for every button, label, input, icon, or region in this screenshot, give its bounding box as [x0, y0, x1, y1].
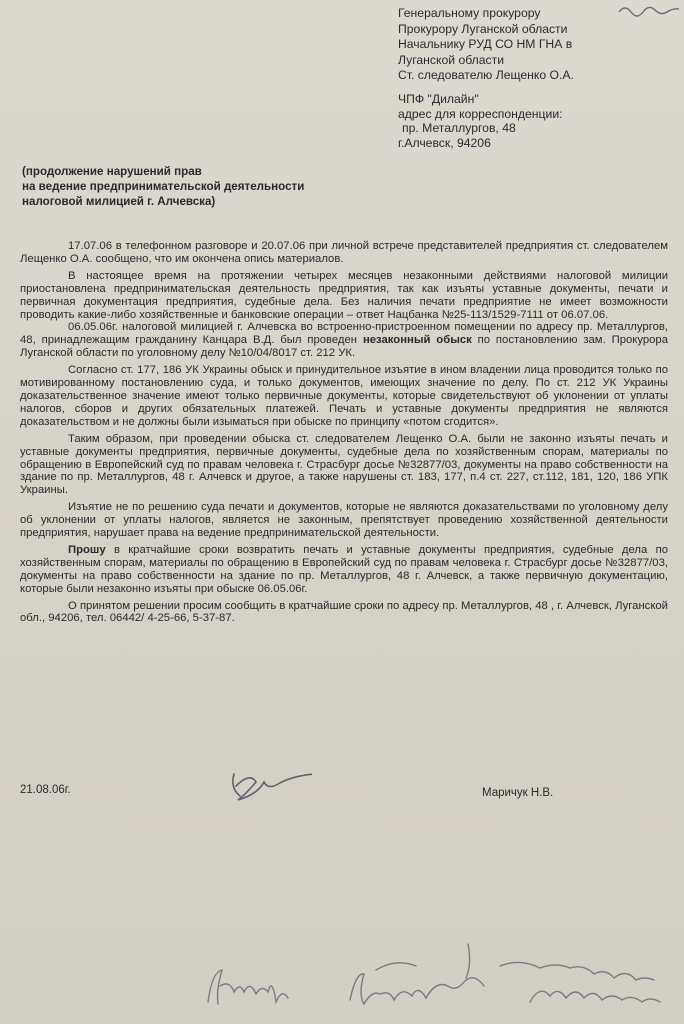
sender-address-label: адрес для корреспонденции:: [398, 106, 563, 121]
sender-company: ЧПФ "Дилайн": [398, 92, 479, 106]
letter-body: [20, 240, 668, 629]
subject-line: на ведение предпринимательской деятельности: [22, 180, 305, 193]
paragraph-phone-call: 17.07.06 в телефонном разговоре и 20.07.06 при личной встрече представителей предприятия ст. следователем Лещенко О.А. сообщено, что им окончена опись материалов.: [20, 240, 668, 265]
addressee-line: Ст. следователю Лещенко О.А.: [398, 68, 574, 83]
sender-street: пр. Металлургов, 48: [402, 121, 516, 135]
search-text-a: 06.05.06г. налоговой милицией г. Алчевска во встроенно-пристроенном помещении по адресу пр. Металлургов, 48, принадлежащим гражданину Канцара В.Д. был проведен: [20, 321, 668, 347]
illegal-search-emphasis: незаконный обыск: [362, 334, 472, 347]
paragraph-legal-basis: Согласно ст. 177, 186 УК Украины обыск и принудительное изъятие в ином владении лица проводится только по мотивированному постановлению суда, и только документов, имеющих значение по делу. По ст. 212 УК Украины доказательственное значение имеют только первичные документы, которые свидетельствуют об уклонении от уплаты налогов, сборов и других обязательных платежей. Печать и уставные документы предприятия не являются доказательством и не должны были изыматься при обыске по принципу «потом сгодится».: [20, 364, 668, 428]
sender-city: г.Алчевск, 94206: [398, 135, 491, 150]
signer-name: Маричук Н.В.: [482, 787, 554, 799]
request-emphasis: Прошу: [68, 543, 106, 556]
paragraph-reply-address: О принятом решении просим сообщить в кратчайшие сроки по адресу пр. Металлургов, 48 , г. Алчевск, Луганской обл., 94206, тел. 06442/ 4-25-66, 5-37-87.: [20, 599, 668, 625]
handwritten-note-image: [200, 940, 684, 1024]
addressee-line: Начальнику РУД СО НМ ГНА в: [398, 37, 573, 52]
letter-date: 21.08.06г.: [20, 784, 71, 796]
addressee-line: Генеральному прокурору: [398, 6, 541, 20]
subject-line: налоговой милицией г. Алчевска): [22, 195, 216, 208]
request-text: в кратчайшие сроки возвратить печать и уставные документы предприятия, судебные дела по хозяйственным спорам, материалы по обращению в Европейский суд по правам человека г. Страсбург досье №32877/03, документы на право собственности на здание по пр. Металлургов, 48 г. Алчевск, а также первичную документацию, которые были незаконно изъяты при обыске 06.05.06г.: [20, 543, 669, 595]
addressee-line: Прокурору Луганской области: [398, 21, 568, 36]
subject-block: [22, 164, 422, 209]
paragraph-conclusion: Таким образом, при проведении обыска ст. следователем Лещенко О.А. были не законно изъяты печать и уставные документы предприятия, первичные документы, судебные дела по хозяйственным спорам, материалы по обращению в Европейский суд по правам человека г. Страсбург досье №32877/03, документы на право собственности на здание по пр. Металлургов, 48 г. Алчевск и другое, а также нарушены ст. 183, 177, п.4 ст. 227, ст.112, 181, 120, 186 УПК Украины.: [20, 432, 668, 497]
addressee-block: [398, 6, 678, 84]
paragraph-suspension: В настоящее время на протяжении четырех месяцев незаконными действиями налоговой милиции приостановлена предпринимательская деятельность предприятия, так как изъяты уставные документы, печати и первичная документация предприятия, судебные дела. Без наличия печати предприятие не имеет возможности проводить какие-либо хозяйственные и банковские операции – ответ Нацбанка №25-113/1529-7111 от 06.07.06.: [20, 269, 668, 321]
paragraph-unlawful-seizure: Изъятие не по решению суда печати и документов, которые не являются доказательствами по уголовному делу об уклонении от уплаты налогов, является не законным, препятствует проведению хозяйственной деятельности предприятия, нарушает права на ведение предпринимательской деятельности.: [20, 501, 668, 540]
signature-image: [222, 760, 312, 810]
addressee-line: Луганской области: [398, 52, 505, 67]
subject-line: (продолжение нарушений прав: [22, 165, 202, 178]
paragraph-request: [20, 544, 668, 596]
paragraph-search: [20, 321, 668, 360]
search-text-c: по постановлению зам. Прокурора Луганской области по уголовному делу №10/04/8017 ст. 212 УК.: [20, 334, 668, 360]
sender-block: [398, 92, 678, 150]
